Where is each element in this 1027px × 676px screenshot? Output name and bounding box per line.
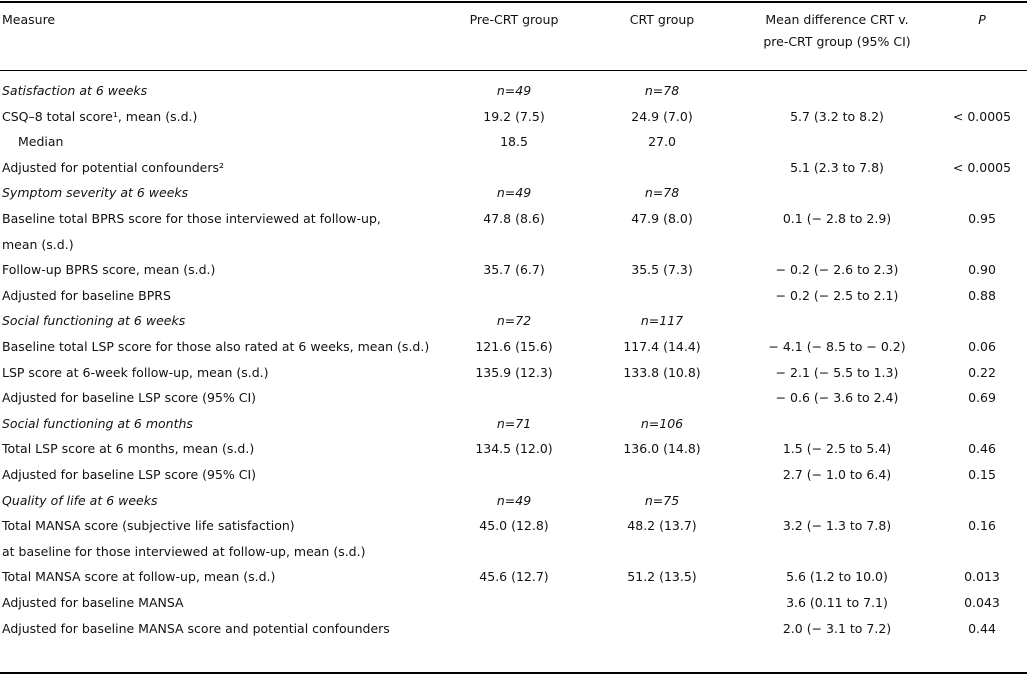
measure-cell: LSP score at 6-week follow-up, mean (s.d.) <box>2 364 269 380</box>
measure-cell: Social functioning at 6 months <box>2 415 193 431</box>
p-value-cell: 0.16 <box>968 518 996 534</box>
p-value-cell: 0.043 <box>964 595 1000 610</box>
measure-cell: mean (s.d.) <box>2 236 74 252</box>
header-mean-difference <box>748 9 926 53</box>
measure-cell: Total LSP score at 6 months, mean (s.d.) <box>2 441 255 457</box>
crt-cell: n=75 <box>644 492 680 508</box>
crt-cell: n=78 <box>644 185 680 201</box>
section-row <box>0 411 1027 436</box>
p-value-cell: < 0.0005 <box>952 108 1012 124</box>
table-row <box>0 513 1027 538</box>
measure-cell: Adjusted for baseline MANSA score and potential confounders <box>2 620 390 636</box>
measure-cell: Adjusted for baseline BPRS <box>2 287 171 303</box>
table-top-rule <box>0 1 1027 3</box>
table-row <box>0 155 1027 180</box>
measure-cell: Total MANSA score at follow-up, mean (s.d.) <box>2 569 276 585</box>
crt-cell: 35.5 (7.3) <box>631 262 693 278</box>
p-value-cell: 0.46 <box>968 441 996 457</box>
pre-crt-cell: 135.9 (12.3) <box>475 364 553 380</box>
section-row <box>0 308 1027 333</box>
measure-cell: Median <box>18 134 64 150</box>
crt-cell: 117.4 (14.4) <box>623 339 701 354</box>
measure-cell: at baseline for those interviewed at follow-up, mean (s.d.) <box>2 543 366 559</box>
table-row <box>0 436 1027 461</box>
measure-cell: Adjusted for baseline LSP score (95% CI) <box>2 390 257 406</box>
mean-difference-cell: 0.1 (− 2.8 to 2.9) <box>782 211 892 226</box>
measure-cell: Quality of life at 6 weeks <box>2 492 158 508</box>
pre-crt-cell: 19.2 (7.5) <box>483 108 545 124</box>
crt-cell: 47.9 (8.0) <box>631 211 693 226</box>
p-value-cell: 0.013 <box>964 569 1000 585</box>
header-measure: Measure <box>2 12 56 27</box>
crt-cell: 27.0 <box>648 134 676 150</box>
mean-difference-cell: 5.1 (2.3 to 7.8) <box>790 159 884 175</box>
mean-difference-cell: 3.6 (0.11 to 7.1) <box>786 595 888 610</box>
crt-cell: 51.2 (13.5) <box>627 569 697 585</box>
pre-crt-cell: 47.8 (8.6) <box>483 211 545 226</box>
mean-difference-cell: 5.6 (1.2 to 10.0) <box>786 569 888 585</box>
table-row <box>0 129 1027 154</box>
mean-difference-cell: − 0.2 (− 2.5 to 2.1) <box>775 287 899 303</box>
table-row <box>0 334 1027 359</box>
p-value-cell: 0.44 <box>968 620 996 636</box>
pre-crt-cell: 134.5 (12.0) <box>475 441 553 457</box>
header-p-value: P <box>978 12 986 27</box>
table-row <box>0 590 1027 615</box>
measure-cell: Adjusted for baseline LSP score (95% CI) <box>2 467 257 482</box>
table-row <box>0 283 1027 308</box>
crt-cell: 48.2 (13.7) <box>627 518 697 534</box>
header-rule <box>0 70 1027 71</box>
crt-cell: 24.9 (7.0) <box>631 108 693 124</box>
table-row <box>0 360 1027 385</box>
table-bottom-rule <box>0 672 1027 674</box>
section-row <box>0 78 1027 103</box>
table-row <box>0 539 1027 564</box>
mean-difference-cell: − 2.1 (− 5.5 to 1.3) <box>775 364 899 380</box>
table-row <box>0 616 1027 641</box>
table-row <box>0 462 1027 487</box>
p-value-cell: 0.15 <box>968 467 996 482</box>
header-diff-line2: pre-CRT group (95% CI) <box>763 34 911 49</box>
pre-crt-cell: n=72 <box>496 313 532 329</box>
measure-cell: Symptom severity at 6 weeks <box>2 185 189 201</box>
table-row <box>0 385 1027 410</box>
measure-cell: Adjusted for potential confounders² <box>2 159 225 175</box>
pre-crt-cell: 121.6 (15.6) <box>475 339 553 354</box>
crt-cell: n=117 <box>640 313 684 329</box>
measure-cell: Follow-up BPRS score, mean (s.d.) <box>2 262 216 278</box>
pre-crt-cell: n=49 <box>496 185 532 201</box>
mean-difference-cell: − 0.2 (− 2.6 to 2.3) <box>775 262 899 278</box>
p-value-cell: 0.90 <box>968 262 996 278</box>
measure-cell: CSQ–8 total score¹, mean (s.d.) <box>2 108 198 124</box>
pre-crt-cell: 35.7 (6.7) <box>483 262 545 278</box>
crt-cell: 133.8 (10.8) <box>623 364 701 380</box>
p-value-cell: 0.06 <box>968 339 996 354</box>
mean-difference-cell: − 0.6 (− 3.6 to 2.4) <box>775 390 899 406</box>
table-row <box>0 564 1027 589</box>
p-value-cell: < 0.0005 <box>952 159 1012 175</box>
mean-difference-cell: − 4.1 (− 8.5 to − 0.2) <box>768 339 906 354</box>
mean-difference-cell: 2.0 (− 3.1 to 7.2) <box>782 620 892 636</box>
pre-crt-cell: n=49 <box>496 492 532 508</box>
pre-crt-cell: n=71 <box>496 415 532 431</box>
p-value-cell: 0.69 <box>968 390 996 406</box>
pre-crt-cell: 18.5 <box>500 134 528 150</box>
crt-cell: 136.0 (14.8) <box>623 441 701 457</box>
header-diff-line1: Mean difference CRT v. <box>765 12 909 27</box>
pre-crt-cell: 45.0 (12.8) <box>479 518 549 534</box>
header-crt: CRT group <box>629 12 695 27</box>
p-value-cell: 0.22 <box>968 364 996 380</box>
measure-cell: Satisfaction at 6 weeks <box>2 83 148 98</box>
measure-cell: Social functioning at 6 weeks <box>2 313 186 329</box>
measure-cell: Adjusted for baseline MANSA <box>2 595 184 610</box>
crt-cell: n=78 <box>644 83 680 98</box>
pre-crt-cell: n=49 <box>496 83 532 98</box>
measure-cell: Baseline total BPRS score for those interviewed at follow-up, <box>2 211 381 226</box>
table-row <box>0 206 1027 231</box>
mean-difference-cell: 5.7 (3.2 to 8.2) <box>790 108 884 124</box>
measure-cell: Total MANSA score (subjective life satisfaction) <box>2 518 295 534</box>
section-row <box>0 488 1027 513</box>
pre-crt-cell: 45.6 (12.7) <box>479 569 549 585</box>
table-row <box>0 104 1027 129</box>
measure-cell: Baseline total LSP score for those also rated at 6 weeks, mean (s.d.) <box>2 339 430 354</box>
table-row <box>0 257 1027 282</box>
mean-difference-cell: 2.7 (− 1.0 to 6.4) <box>782 467 892 482</box>
header-pre-crt: Pre-CRT group <box>469 12 559 27</box>
p-value-cell: 0.88 <box>968 287 996 303</box>
section-row <box>0 180 1027 205</box>
crt-cell: n=106 <box>640 415 684 431</box>
mean-difference-cell: 3.2 (− 1.3 to 7.8) <box>782 518 892 534</box>
table-row <box>0 232 1027 257</box>
p-value-cell: 0.95 <box>968 211 996 226</box>
mean-difference-cell: 1.5 (− 2.5 to 5.4) <box>782 441 892 457</box>
